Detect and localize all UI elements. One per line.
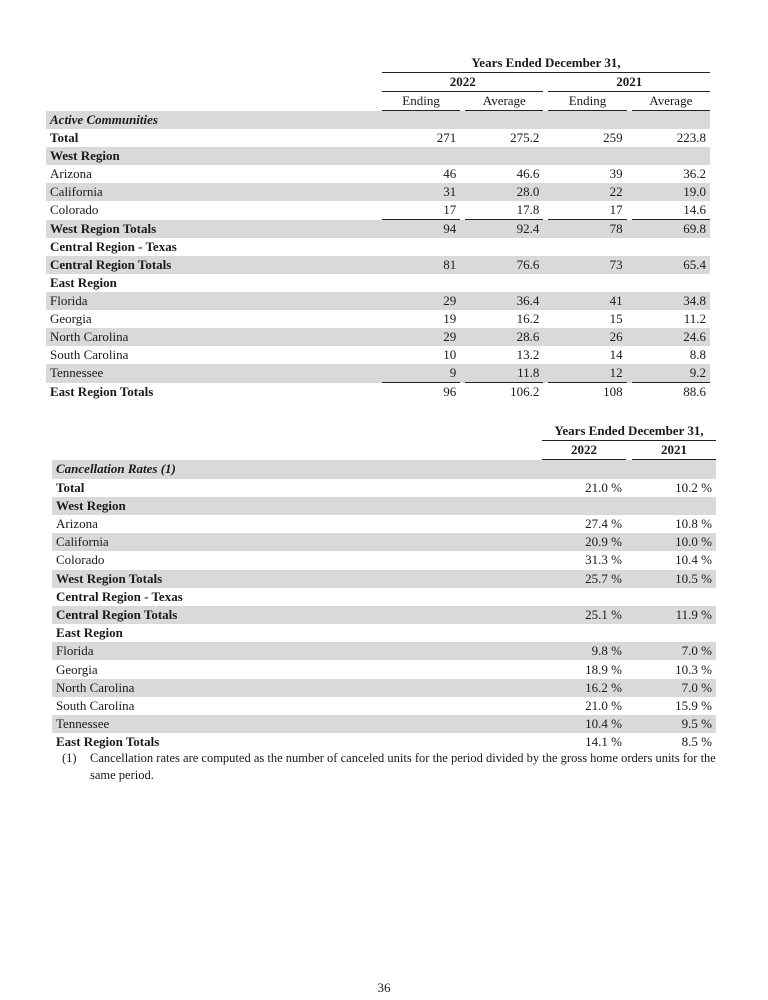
table-row <box>46 129 710 147</box>
row-value: 39 <box>609 166 623 181</box>
row-value <box>382 147 460 165</box>
row-value: 22 <box>548 183 626 201</box>
row-value: 14.6 <box>683 202 706 217</box>
row-value: 17 <box>609 202 623 217</box>
row-value <box>632 147 710 165</box>
row-value: 16.2 % <box>542 679 626 697</box>
table-row <box>46 292 710 310</box>
row-label: East Region <box>56 625 123 641</box>
header-year-row <box>46 73 710 92</box>
row-value: 8.8 <box>689 347 706 362</box>
row-label: Total <box>50 130 79 145</box>
table-row <box>46 256 710 274</box>
row-value <box>465 147 543 165</box>
row-value: 18.9 % <box>585 661 622 677</box>
table-row <box>46 183 710 201</box>
row-value: 9.2 <box>632 364 710 383</box>
table-row <box>46 383 710 402</box>
row-label: Central Region - Texas <box>50 239 177 254</box>
row-value: 73 <box>548 256 626 274</box>
row-value: 88.6 <box>632 383 710 402</box>
row-value: 259 <box>603 130 623 145</box>
row-value: 29 <box>382 328 460 346</box>
row-value: 16.2 <box>516 311 540 326</box>
table-row <box>52 533 716 551</box>
row-value <box>465 274 543 292</box>
row-value: 21.0 % <box>585 697 622 713</box>
row-value: 36.4 <box>465 292 543 310</box>
row-value: 7.0 % <box>632 642 716 660</box>
table-row <box>52 733 716 751</box>
active-communities-table <box>46 54 710 401</box>
row-value: 46 <box>443 166 457 181</box>
table-row <box>52 588 716 606</box>
table-row <box>52 660 716 678</box>
header-title-row <box>52 422 716 441</box>
row-label: Central Region - Texas <box>56 588 183 604</box>
row-value: 11.8 <box>465 364 543 383</box>
row-label: Tennessee <box>46 364 382 383</box>
row-value: 31.3 % <box>585 552 622 568</box>
table-row <box>52 551 716 569</box>
row-label: Colorado <box>50 202 99 218</box>
row-value: 223.8 <box>676 130 706 145</box>
cancellation-rates-table <box>52 422 716 751</box>
table-row <box>46 346 710 364</box>
footnote-marker: (1) <box>62 751 77 765</box>
row-label: Colorado <box>56 552 105 568</box>
row-label: Florida <box>52 642 542 660</box>
row-value: 17.8 <box>516 202 540 217</box>
year-2021-header: 2021 <box>632 441 716 460</box>
table-row <box>52 715 716 733</box>
row-value: 69.8 <box>632 220 710 239</box>
row-value <box>542 588 626 606</box>
row-value: 17 <box>443 202 457 217</box>
row-value: 271 <box>436 130 457 145</box>
row-value: 25.7 % <box>542 570 626 588</box>
row-value: 15 <box>609 311 623 326</box>
row-value: 41 <box>548 292 626 310</box>
row-label: Central Region Totals <box>52 606 542 624</box>
row-value: 29 <box>382 292 460 310</box>
row-label: Tennessee <box>52 715 542 733</box>
row-value <box>548 147 626 165</box>
row-label: East Region Totals <box>56 734 160 750</box>
row-value: 10.8 % <box>675 516 712 532</box>
table-row <box>52 679 716 697</box>
table-row <box>46 328 710 346</box>
table-row <box>52 642 716 660</box>
table-row <box>52 570 716 588</box>
row-value: 8.5 % <box>681 734 712 750</box>
row-value: 25.1 % <box>542 606 626 624</box>
subcol-average-2021: Average <box>632 92 710 111</box>
row-value <box>632 624 716 642</box>
table-row <box>52 515 716 533</box>
row-value <box>632 588 716 606</box>
table-row <box>46 364 710 383</box>
row-value: 31 <box>382 183 460 201</box>
row-label: North Carolina <box>52 679 542 697</box>
row-value <box>632 274 710 292</box>
section-title: Active Communities <box>46 111 710 130</box>
row-value: 19.0 <box>632 183 710 201</box>
table-row <box>46 220 710 239</box>
table-row <box>52 497 716 515</box>
table-row <box>52 624 716 642</box>
row-value: 65.4 <box>632 256 710 274</box>
table-row <box>46 165 710 183</box>
row-label: Arizona <box>50 166 92 181</box>
row-value <box>548 238 626 256</box>
row-label: East Region <box>50 275 117 290</box>
row-value: 10.4 % <box>675 552 712 568</box>
footnote <box>62 750 722 784</box>
row-value: 94 <box>382 220 460 239</box>
row-label: Georgia <box>56 661 98 677</box>
row-value: 19 <box>443 311 457 326</box>
row-value <box>632 497 716 515</box>
row-value: 28.6 <box>465 328 543 346</box>
row-value: 92.4 <box>465 220 543 239</box>
header-title: Years Ended December 31, <box>382 54 710 73</box>
row-label: Georgia <box>50 311 92 326</box>
year-2022-header: 2022 <box>382 73 543 92</box>
row-value: 28.0 <box>465 183 543 201</box>
row-value: 10.2 % <box>675 479 712 495</box>
row-label: West Region Totals <box>46 220 382 239</box>
section-title: Cancellation Rates (1) <box>52 460 716 479</box>
row-label: Arizona <box>56 516 98 532</box>
row-label: California <box>46 183 382 201</box>
row-value: 10.3 % <box>675 661 712 677</box>
subcol-ending-2022: Ending <box>382 92 460 111</box>
row-value: 14 <box>609 347 623 362</box>
row-value: 7.0 % <box>632 679 716 697</box>
row-label: West Region Totals <box>52 570 542 588</box>
section-title-row <box>46 111 710 130</box>
row-value <box>548 274 626 292</box>
row-value <box>632 238 710 256</box>
row-label: South Carolina <box>50 347 129 362</box>
row-value: 46.6 <box>516 166 540 181</box>
year-2022-header: 2022 <box>542 441 626 460</box>
row-label: South Carolina <box>56 697 135 713</box>
header-title-row <box>46 54 710 73</box>
header-subcolumn-row <box>46 92 710 111</box>
row-value <box>542 624 626 642</box>
row-value: 14.1 % <box>585 734 622 750</box>
row-value: 81 <box>382 256 460 274</box>
row-label: California <box>52 533 542 551</box>
subcol-ending-2021: Ending <box>548 92 626 111</box>
row-value: 76.6 <box>465 256 543 274</box>
row-value: 36.2 <box>683 166 706 181</box>
row-value <box>465 238 543 256</box>
row-value: 15.9 % <box>675 697 712 713</box>
table-row <box>46 201 710 220</box>
page-number: 36 <box>377 980 391 995</box>
row-value: 12 <box>548 364 626 383</box>
row-value: 10.4 % <box>542 715 626 733</box>
row-value: 34.8 <box>632 292 710 310</box>
row-value: 78 <box>548 220 626 239</box>
row-value: 27.4 % <box>585 516 622 532</box>
row-label: West Region <box>52 497 542 515</box>
table-row <box>46 238 710 256</box>
row-value: 26 <box>548 328 626 346</box>
row-value: 13.2 <box>516 347 540 362</box>
year-2021-header: 2021 <box>548 73 710 92</box>
row-value: 11.9 % <box>632 606 716 624</box>
row-label: East Region Totals <box>50 383 154 399</box>
row-label: North Carolina <box>46 328 382 346</box>
row-value <box>382 274 460 292</box>
row-value: 96 <box>382 383 460 402</box>
row-value: 108 <box>548 383 626 402</box>
row-label: Central Region Totals <box>46 256 382 274</box>
row-label: Florida <box>46 292 382 310</box>
row-value: 20.9 % <box>542 533 626 551</box>
row-value: 9 <box>382 364 460 383</box>
row-value: 11.2 <box>683 311 706 326</box>
row-label: West Region <box>46 147 382 165</box>
row-value: 21.0 % <box>585 479 622 495</box>
subcol-average-2022: Average <box>465 92 543 111</box>
table-row <box>46 310 710 328</box>
row-value: 10 <box>443 347 457 362</box>
row-value: 10.5 % <box>632 570 716 588</box>
table-row <box>46 147 710 165</box>
row-value <box>382 238 460 256</box>
row-value <box>542 497 626 515</box>
row-value: 10.0 % <box>632 533 716 551</box>
header-title: Years Ended December 31, <box>542 422 716 441</box>
row-value: 9.8 % <box>542 642 626 660</box>
header-year-row <box>52 441 716 460</box>
row-label: Total <box>56 479 85 495</box>
table-row <box>52 479 716 497</box>
row-value: 275.2 <box>510 130 540 145</box>
table-row <box>46 274 710 292</box>
row-value: 9.5 % <box>632 715 716 733</box>
table-row <box>52 606 716 624</box>
footnote-text: Cancellation rates are computed as the number of canceled units for the period divided by the gross home orders units for the same period. <box>90 751 716 782</box>
row-value: 24.6 <box>632 328 710 346</box>
row-value: 106.2 <box>465 383 543 402</box>
section-title-row <box>52 460 716 479</box>
table-row <box>52 697 716 715</box>
